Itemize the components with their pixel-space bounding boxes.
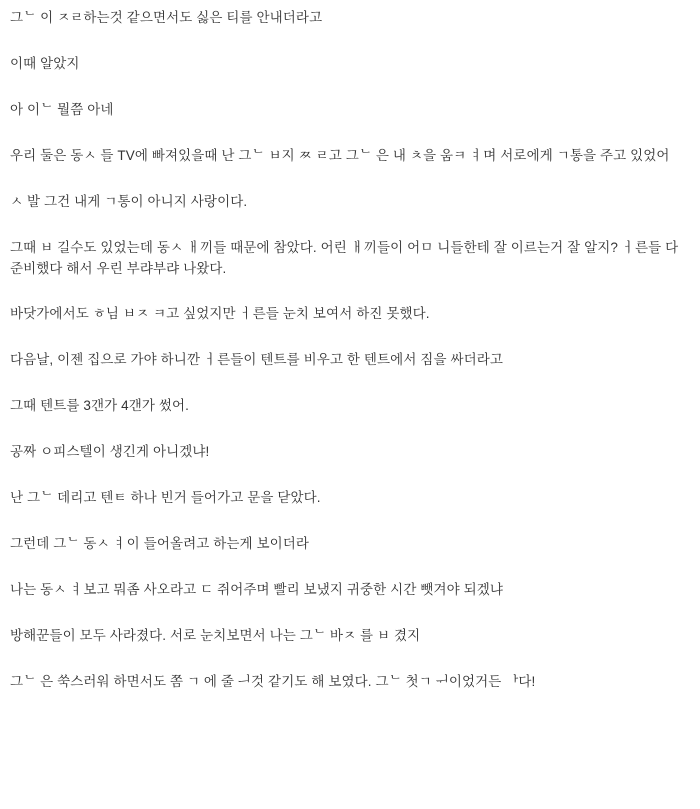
paragraph: 그ᄂ 은 쑥스러워 하면서도 쫌 ㄱ 에 줄 ᅴ것 같기도 해 보였다. 그ᄂ 첫ㄱ ᅱ이었거든 ᅡ다!	[10, 673, 536, 689]
paragraph: 그때 ㅂ 길수도 있었는데 동ㅅ ㅐ끼들 때문에 참았다. 어린 ㅐ끼들이 어ㅁ 니들한테 잘 이르는거 잘 알지? ㅓ른들 다 준비했다 해서 우린 부랴부랴 나왔다.	[10, 239, 679, 276]
paragraph: 아 이ᄂ 뭘쯤 아네	[10, 101, 114, 117]
paragraph: 그때 텐트를 3갠가 4갠가 썼어.	[10, 398, 190, 414]
paragraph: ㅅ 발 그건 내게 ㄱ통이 아니지 사랑이다.	[10, 193, 248, 209]
paragraph: 그런데 그ᄂ 동ㅅ ㅕ이 들어올려고 하는게 보이더라	[10, 536, 310, 552]
paragraph: 나는 동ㅅ ㅕ보고 뭐좀 사오라고 ㄷ 쥐어주며 빨리 보냈지 귀중한 시간 뺏겨야 되겠냐	[10, 581, 504, 597]
paragraph: 난 그ᄂ 데리고 텐ㅌ 하나 빈거 들어가고 문을 닫았다.	[10, 490, 321, 506]
paragraph: 바닷가에서도 ㅎ님 ㅂㅈ ㅋ고 싶었지만 ㅓ른들 눈치 보여서 하진 못했다.	[10, 306, 430, 322]
paragraph: 방해꾼들이 모두 사라졌다. 서로 눈치보면서 나는 그ᄂ 바ㅈ 를 ㅂ 겼지	[10, 627, 421, 643]
paragraph: 다음날, 이젠 집으로 가야 하니깐 ㅓ른들이 텐트를 비우고 한 텐트에서 짐을 싸더라고	[10, 352, 504, 368]
paragraph: 우리 둘은 동ㅅ 들 TV에 빠져있을때 난 그ᄂ ㅂ지 ㅉ ㄹ고 그ᄂ 은 내 ㅊ을 움ㅋ ㅕ며 서로에게 ㄱ통을 주고 있었어	[10, 147, 670, 163]
paragraph: 그ᄂ 이 ㅈㄹ하는것 같으면서도 싫은 티를 안내더라고	[10, 10, 323, 25]
paragraph: 공짜 ㅇ피스텔이 생긴게 아니겠냐!	[10, 444, 210, 460]
paragraph: 이때 알았지	[10, 55, 80, 71]
